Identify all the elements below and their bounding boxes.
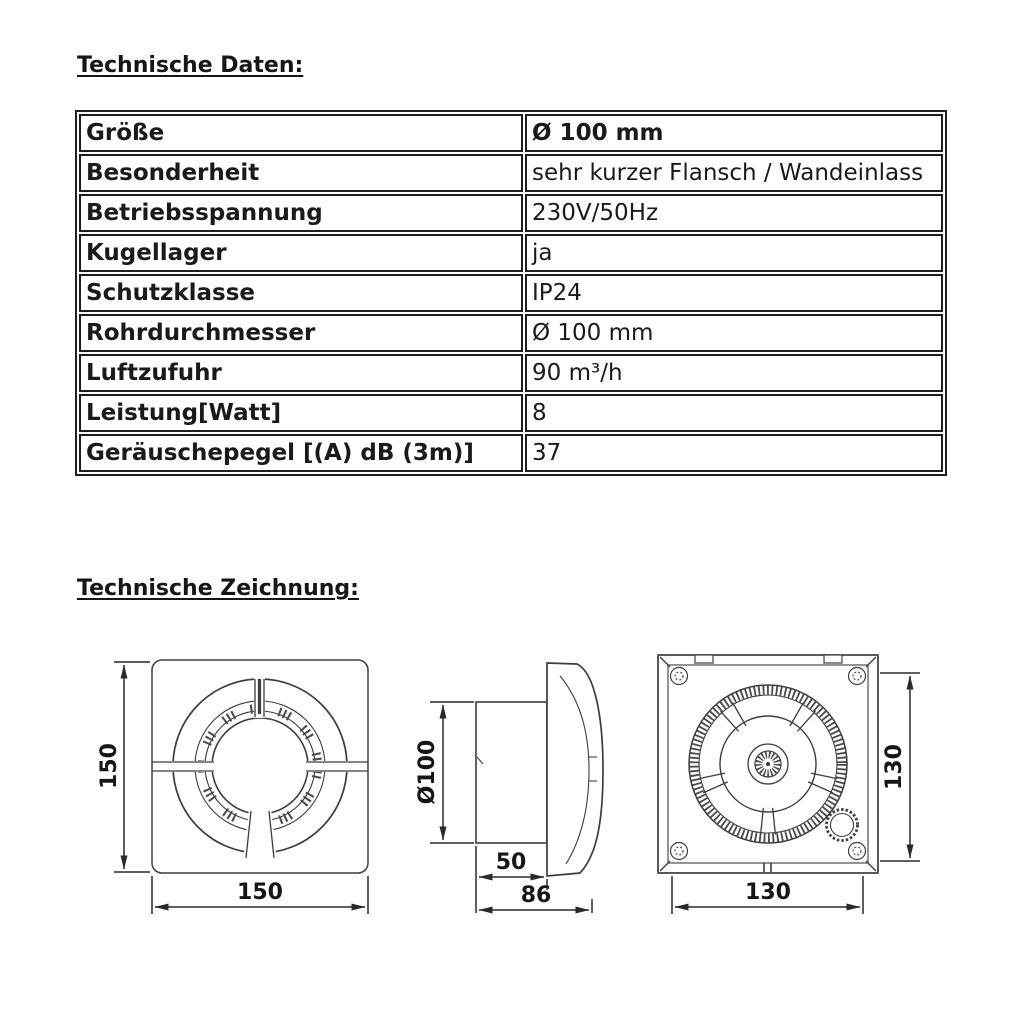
spec-value-cell: Ø 100 mm (525, 114, 943, 152)
side-view-drawing (415, 663, 603, 913)
spec-value-cell: ja (525, 234, 943, 272)
spec-label-cell: Geräuschepegel [(A) dB (3m)] (79, 434, 523, 472)
table-row (79, 394, 943, 432)
spec-value-cell: 90 m³/h (525, 354, 943, 392)
spec-value-cell: 8 (525, 394, 943, 432)
spec-value-cell: IP24 (525, 274, 943, 312)
back-height-dim-label: 130 (882, 744, 907, 790)
side-diameter-dim-label: Ø100 (415, 739, 440, 805)
table-row (79, 314, 943, 352)
table-row (79, 434, 943, 472)
technical-data-table (75, 110, 947, 476)
spec-label-cell: Betriebsspannung (79, 194, 523, 232)
technical-drawing-heading: Technische Zeichnung: (77, 576, 359, 601)
back-width-dim-label: 130 (745, 880, 791, 905)
back-view-drawing (658, 655, 920, 914)
spec-label-cell: Leistung[Watt] (79, 394, 523, 432)
table-row (79, 154, 943, 192)
table-row (79, 194, 943, 232)
spec-value-cell: Ø 100 mm (525, 314, 943, 352)
technical-data-heading: Technische Daten: (77, 53, 304, 78)
spec-value-cell: 37 (525, 434, 943, 472)
spec-label-cell: Kugellager (79, 234, 523, 272)
front-view-drawing (97, 660, 368, 914)
spec-label-cell: Größe (79, 114, 523, 152)
technical-drawing-canvas (0, 630, 1024, 930)
spec-label-cell: Besonderheit (79, 154, 523, 192)
front-height-dim-label: 150 (97, 743, 122, 789)
table-row (79, 274, 943, 312)
side-duct-depth-dim-label: 50 (495, 850, 527, 875)
table-row (79, 354, 943, 392)
side-total-depth-dim-label: 86 (520, 883, 552, 908)
table-row (79, 114, 943, 152)
spec-label-cell: Schutzklasse (79, 274, 523, 312)
spec-label-cell: Rohrdurchmesser (79, 314, 523, 352)
table-row (79, 234, 943, 272)
spec-label-cell: Luftzufuhr (79, 354, 523, 392)
front-width-dim-label: 150 (237, 880, 283, 905)
spec-value-cell: 230V/50Hz (525, 194, 943, 232)
spec-value-cell: sehr kurzer Flansch / Wandeinlass (525, 154, 943, 192)
